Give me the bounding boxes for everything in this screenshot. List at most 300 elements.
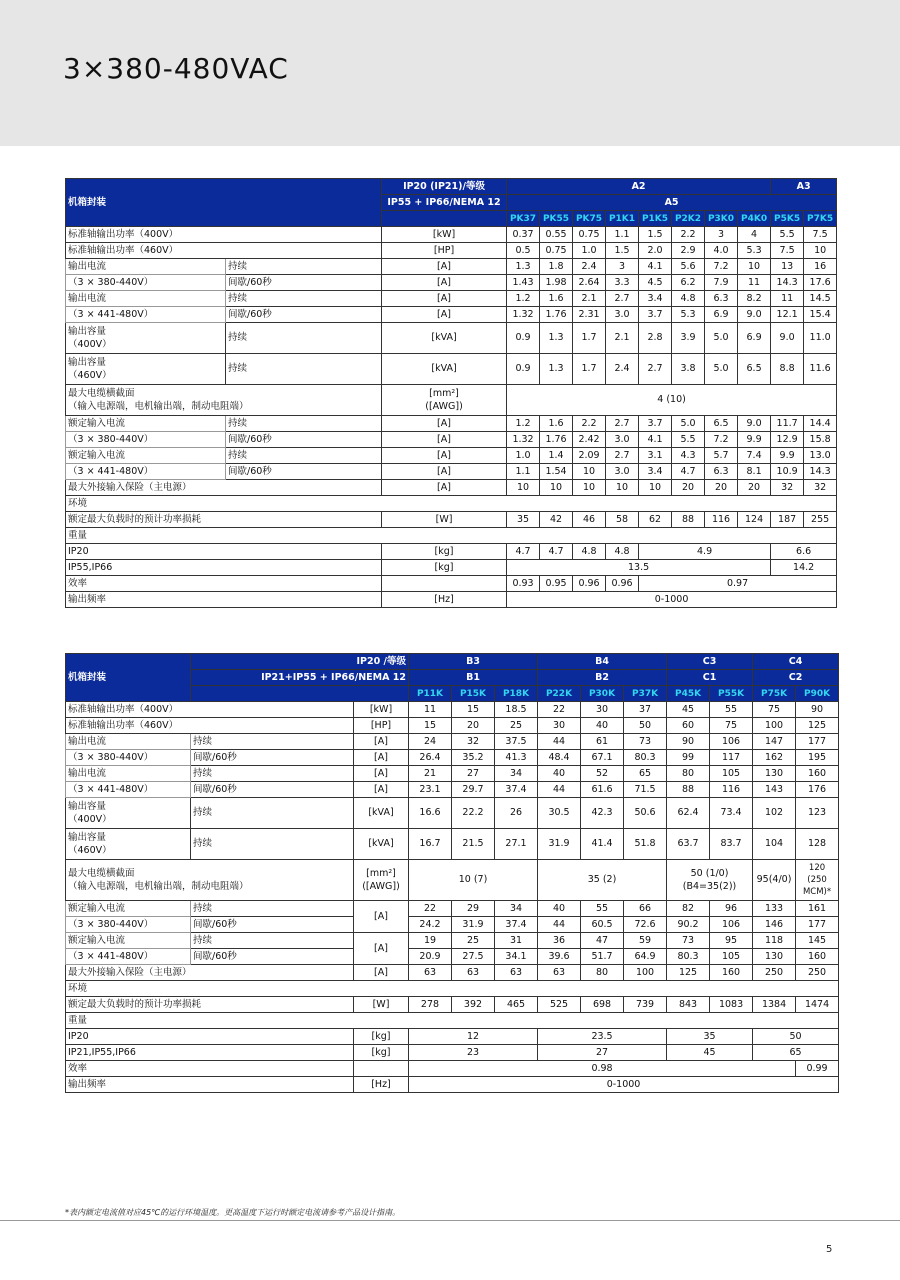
cell: 5.0 bbox=[705, 323, 738, 354]
table-row bbox=[66, 560, 837, 576]
table-row bbox=[66, 323, 837, 354]
cell: 5.0 bbox=[705, 354, 738, 385]
table-row bbox=[66, 432, 837, 448]
cell: 1.43 bbox=[507, 275, 540, 291]
unit: [W] bbox=[382, 512, 507, 528]
ip21-label: IP21+IP55 + IP66/NEMA 12 bbox=[191, 670, 409, 686]
cell: 18.5 bbox=[495, 702, 538, 718]
cell: 63 bbox=[495, 965, 538, 981]
cell: 1474 bbox=[796, 997, 839, 1013]
model-code: P11K bbox=[409, 686, 452, 702]
cell: 116 bbox=[710, 782, 753, 798]
cell: 19 bbox=[409, 933, 452, 949]
cell: 176 bbox=[796, 782, 839, 798]
footer-divider bbox=[0, 1220, 900, 1221]
row-label bbox=[66, 354, 226, 385]
enclosure-label: 机箱封装 bbox=[66, 179, 382, 227]
cell: 160 bbox=[710, 965, 753, 981]
row-label: 额定输入电流 bbox=[66, 416, 226, 432]
table-row bbox=[66, 933, 839, 949]
cell: 4.5 bbox=[639, 275, 672, 291]
row-label: IP55,IP66 bbox=[66, 560, 382, 576]
cell: 17.6 bbox=[804, 275, 837, 291]
enclosure-a2: A2 bbox=[507, 179, 771, 195]
cell: 0.5 bbox=[507, 243, 540, 259]
unit-mm2: [mm²] bbox=[429, 388, 459, 399]
cell: 41.3 bbox=[495, 750, 538, 766]
table-row bbox=[66, 592, 837, 608]
cell: 80 bbox=[667, 766, 710, 782]
cell: 21.5 bbox=[452, 829, 495, 860]
cell: 65 bbox=[624, 766, 667, 782]
cell: 278 bbox=[409, 997, 452, 1013]
cell: 12.1 bbox=[771, 307, 804, 323]
unit: [A] bbox=[382, 291, 507, 307]
cell: 31.9 bbox=[452, 917, 495, 933]
cell: 63 bbox=[452, 965, 495, 981]
cell: 2.7 bbox=[606, 291, 639, 307]
cell: 73.4 bbox=[710, 798, 753, 829]
table-row bbox=[66, 949, 839, 965]
model-code: PK37 bbox=[507, 211, 540, 227]
cell bbox=[796, 860, 839, 901]
cell: 50 bbox=[753, 1029, 839, 1045]
cell: 10 bbox=[573, 464, 606, 480]
cell: 6.5 bbox=[705, 416, 738, 432]
cell: 843 bbox=[667, 997, 710, 1013]
range-label: （3 × 441-480V） bbox=[66, 782, 191, 798]
cell: 15 bbox=[409, 718, 452, 734]
cable-value: (250 bbox=[807, 875, 827, 885]
cell: 1.5 bbox=[639, 227, 672, 243]
row-label: 效率 bbox=[66, 1061, 354, 1077]
section-label: 重量 bbox=[66, 1013, 839, 1029]
cell: 7.2 bbox=[705, 432, 738, 448]
cell: 14.4 bbox=[804, 416, 837, 432]
table-row bbox=[66, 1045, 839, 1061]
table-row bbox=[66, 259, 837, 275]
cell: 83.7 bbox=[710, 829, 753, 860]
row-label: 额定输入电流 bbox=[66, 901, 191, 917]
table-row bbox=[66, 307, 837, 323]
cell: 125 bbox=[667, 965, 710, 981]
table-row bbox=[66, 917, 839, 933]
cell: 15.4 bbox=[804, 307, 837, 323]
cell: 1.7 bbox=[573, 323, 606, 354]
cell: 23.5 bbox=[538, 1029, 667, 1045]
cell: 20 bbox=[738, 480, 771, 496]
cell bbox=[667, 860, 753, 901]
cell: 1.5 bbox=[606, 243, 639, 259]
cell: 124 bbox=[738, 512, 771, 528]
range-label: （3 × 441-480V） bbox=[66, 464, 226, 480]
table-row bbox=[66, 750, 839, 766]
sub-label: 持续 bbox=[226, 448, 382, 464]
capacity-label: 输出容量 bbox=[68, 357, 107, 368]
cell: 1.4 bbox=[540, 448, 573, 464]
cell: 51.8 bbox=[624, 829, 667, 860]
cell: 25 bbox=[495, 718, 538, 734]
table-row bbox=[66, 766, 839, 782]
cell: 11 bbox=[738, 275, 771, 291]
row-label: 输出电流 bbox=[66, 734, 191, 750]
cell: 9.9 bbox=[738, 432, 771, 448]
cell: 63 bbox=[409, 965, 452, 981]
cell: 2.2 bbox=[573, 416, 606, 432]
row-label bbox=[66, 323, 226, 354]
cell: 73 bbox=[624, 734, 667, 750]
cell: 88 bbox=[667, 782, 710, 798]
row-label: 输出电流 bbox=[66, 259, 226, 275]
cable-value: MCM)* bbox=[802, 887, 832, 897]
cell: 30.5 bbox=[538, 798, 581, 829]
table-row bbox=[66, 997, 839, 1013]
cell: 63.7 bbox=[667, 829, 710, 860]
cell: 0.96 bbox=[573, 576, 606, 592]
sub-label: 间歇/60秒 bbox=[226, 307, 382, 323]
cell: 1.54 bbox=[540, 464, 573, 480]
cell: 0.98 bbox=[409, 1061, 796, 1077]
cell: 27 bbox=[538, 1045, 667, 1061]
cell: 46 bbox=[573, 512, 606, 528]
model-code: P22K bbox=[538, 686, 581, 702]
cell: 255 bbox=[804, 512, 837, 528]
cell: 5.7 bbox=[705, 448, 738, 464]
ip55-label: IP55 + IP66/NEMA 12 bbox=[382, 195, 507, 211]
row-label: 额定输入电流 bbox=[66, 933, 191, 949]
cell: 52 bbox=[581, 766, 624, 782]
cell: 3.0 bbox=[606, 307, 639, 323]
cell: 1.2 bbox=[507, 416, 540, 432]
cell: 88 bbox=[672, 512, 705, 528]
table-row bbox=[66, 798, 839, 829]
row-label bbox=[66, 829, 191, 860]
unit: [HP] bbox=[382, 243, 507, 259]
cell: 23.1 bbox=[409, 782, 452, 798]
cell: 161 bbox=[796, 901, 839, 917]
cell: 9.0 bbox=[771, 323, 804, 354]
table-row bbox=[66, 901, 839, 917]
sub-label: 持续 bbox=[191, 766, 354, 782]
range-label: （3 × 380-440V） bbox=[66, 750, 191, 766]
capacity-label: 输出容量 bbox=[68, 801, 107, 812]
row-label: 标准轴输出功率（460V） bbox=[66, 718, 354, 734]
cell: 105 bbox=[710, 949, 753, 965]
cell: 4.1 bbox=[639, 432, 672, 448]
table-row bbox=[66, 1077, 839, 1093]
cell: 8.8 bbox=[771, 354, 804, 385]
cell: 1.32 bbox=[507, 307, 540, 323]
cell: 14.3 bbox=[804, 464, 837, 480]
sub-label: 持续 bbox=[226, 416, 382, 432]
cell: 145 bbox=[796, 933, 839, 949]
cell: 75 bbox=[710, 718, 753, 734]
cell: 11.7 bbox=[771, 416, 804, 432]
capacity-label: 输出容量 bbox=[68, 326, 107, 337]
unit bbox=[354, 1061, 409, 1077]
sub-label: 持续 bbox=[191, 933, 354, 949]
cell: 250 bbox=[753, 965, 796, 981]
cell: 3.4 bbox=[639, 464, 672, 480]
cell: 24 bbox=[409, 734, 452, 750]
cell: 2.8 bbox=[639, 323, 672, 354]
sub-label: 持续 bbox=[226, 291, 382, 307]
table-row bbox=[66, 829, 839, 860]
voltage-label: （460V） bbox=[68, 370, 112, 381]
cell: 22 bbox=[538, 702, 581, 718]
cell: 6.6 bbox=[771, 544, 837, 560]
cell: 0.75 bbox=[573, 227, 606, 243]
cell: 55 bbox=[581, 901, 624, 917]
unit: [A] bbox=[354, 933, 409, 965]
row-label: 标准轴输出功率（400V） bbox=[66, 702, 354, 718]
enclosure-a5: A5 bbox=[507, 195, 837, 211]
sub-label: 间歇/60秒 bbox=[191, 782, 354, 798]
unit: [kW] bbox=[354, 702, 409, 718]
model-code: P15K bbox=[452, 686, 495, 702]
cell: 106 bbox=[710, 734, 753, 750]
sub-label: 间歇/60秒 bbox=[191, 949, 354, 965]
cell: 104 bbox=[753, 829, 796, 860]
table-row bbox=[66, 860, 839, 901]
cell: 4.8 bbox=[672, 291, 705, 307]
unit: [kW] bbox=[382, 227, 507, 243]
cell: 0.9 bbox=[507, 323, 540, 354]
model-code: P18K bbox=[495, 686, 538, 702]
unit: [A] bbox=[382, 259, 507, 275]
cell: 3.8 bbox=[672, 354, 705, 385]
cell: 10 bbox=[804, 243, 837, 259]
cell: 465 bbox=[495, 997, 538, 1013]
cell: 26.4 bbox=[409, 750, 452, 766]
cell: 123 bbox=[796, 798, 839, 829]
table-row bbox=[66, 981, 839, 997]
cell: 3 bbox=[606, 259, 639, 275]
unit: [A] bbox=[382, 416, 507, 432]
cell: 29 bbox=[452, 901, 495, 917]
enclosure-b4: B4 bbox=[538, 654, 667, 670]
cell: 195 bbox=[796, 750, 839, 766]
cell: 11.6 bbox=[804, 354, 837, 385]
cell: 10 bbox=[573, 480, 606, 496]
cell: 80.3 bbox=[667, 949, 710, 965]
enclosure-c3: C3 bbox=[667, 654, 753, 670]
cell: 44 bbox=[538, 917, 581, 933]
cell: 2.64 bbox=[573, 275, 606, 291]
cell: 37 bbox=[624, 702, 667, 718]
model-code: P5K5 bbox=[771, 211, 804, 227]
cell: 525 bbox=[538, 997, 581, 1013]
cell: 99 bbox=[667, 750, 710, 766]
cell: 0-1000 bbox=[409, 1077, 839, 1093]
footnote: *表内额定电流值对应45℃的运行环境温度。更高温度下运行时额定电流请参考产品设计指南。 bbox=[65, 1208, 401, 1217]
unit: [A] bbox=[354, 734, 409, 750]
row-label: IP21,IP55,IP66 bbox=[66, 1045, 354, 1061]
unit-mm2: [mm²] bbox=[366, 868, 396, 879]
table-row bbox=[66, 480, 837, 496]
enclosure-c2: C2 bbox=[753, 670, 839, 686]
cell: 4.1 bbox=[639, 259, 672, 275]
cell: 4.7 bbox=[540, 544, 573, 560]
cell: 1.6 bbox=[540, 291, 573, 307]
cell: 61 bbox=[581, 734, 624, 750]
unit: [HP] bbox=[354, 718, 409, 734]
cell: 39.6 bbox=[538, 949, 581, 965]
row-label bbox=[66, 798, 191, 829]
cell: 14.3 bbox=[771, 275, 804, 291]
cell: 44 bbox=[538, 734, 581, 750]
table-row bbox=[66, 464, 837, 480]
cell: 2.09 bbox=[573, 448, 606, 464]
cell: 10 bbox=[507, 480, 540, 496]
sub-label: 持续 bbox=[191, 829, 354, 860]
unit-awg: ([AWG]) bbox=[425, 401, 463, 412]
unit bbox=[354, 860, 409, 901]
cell: 30 bbox=[581, 702, 624, 718]
range-label: （3 × 441-480V） bbox=[66, 949, 191, 965]
cell: 12.9 bbox=[771, 432, 804, 448]
row-label: 额定输入电流 bbox=[66, 448, 226, 464]
cell: 90 bbox=[796, 702, 839, 718]
section-label: 重量 bbox=[66, 528, 837, 544]
cell: 40 bbox=[538, 766, 581, 782]
table-row bbox=[66, 512, 837, 528]
cell: 32 bbox=[771, 480, 804, 496]
cell: 1384 bbox=[753, 997, 796, 1013]
row-label: 最大外接输入保险（主电源） bbox=[66, 480, 382, 496]
cell: 0.97 bbox=[639, 576, 837, 592]
row-label bbox=[66, 860, 354, 901]
cell: 3.0 bbox=[606, 432, 639, 448]
unit: [W] bbox=[354, 997, 409, 1013]
cell: 698 bbox=[581, 997, 624, 1013]
cell: 75 bbox=[753, 702, 796, 718]
cell: 3 bbox=[705, 227, 738, 243]
cell: 6.5 bbox=[738, 354, 771, 385]
cell: 143 bbox=[753, 782, 796, 798]
model-code: P55K bbox=[710, 686, 753, 702]
cell: 3.3 bbox=[606, 275, 639, 291]
model-code: P1K5 bbox=[639, 211, 672, 227]
range-label: （3 × 380-440V） bbox=[66, 432, 226, 448]
cable-detail: （输入电源端，电机输出端，制动电阻端） bbox=[68, 401, 249, 412]
cell: 4.8 bbox=[573, 544, 606, 560]
table-row bbox=[66, 1061, 839, 1077]
table-row bbox=[66, 227, 837, 243]
cable-label: 最大电缆横截面 bbox=[68, 388, 135, 399]
cell: 2.42 bbox=[573, 432, 606, 448]
cell: 1.3 bbox=[507, 259, 540, 275]
cell: 0-1000 bbox=[507, 592, 837, 608]
cell: 64.9 bbox=[624, 949, 667, 965]
unit: [A] bbox=[354, 782, 409, 798]
cell: 40 bbox=[581, 718, 624, 734]
cell: 11 bbox=[409, 702, 452, 718]
range-label: （3 × 380-440V） bbox=[66, 275, 226, 291]
cell: 7.5 bbox=[804, 227, 837, 243]
table-row bbox=[66, 448, 837, 464]
cell: 162 bbox=[753, 750, 796, 766]
cell: 2.4 bbox=[573, 259, 606, 275]
cell: 1.76 bbox=[540, 432, 573, 448]
cell: 3.0 bbox=[606, 464, 639, 480]
cell: 5.5 bbox=[771, 227, 804, 243]
ip20-label: IP20 /等级 bbox=[191, 654, 409, 670]
cell: 31.9 bbox=[538, 829, 581, 860]
unit: [kg] bbox=[354, 1045, 409, 1061]
table-row bbox=[66, 576, 837, 592]
unit: [A] bbox=[354, 766, 409, 782]
cell: 14.2 bbox=[771, 560, 837, 576]
cell: 118 bbox=[753, 933, 796, 949]
cell: 2.2 bbox=[672, 227, 705, 243]
table-row bbox=[66, 1013, 839, 1029]
cell: 5.0 bbox=[672, 416, 705, 432]
table-row bbox=[66, 496, 837, 512]
cell: 2.1 bbox=[573, 291, 606, 307]
cell: 2.7 bbox=[639, 354, 672, 385]
cell: 15 bbox=[452, 702, 495, 718]
cell: 24.2 bbox=[409, 917, 452, 933]
cell: 1.1 bbox=[606, 227, 639, 243]
cell: 7.5 bbox=[771, 243, 804, 259]
model-code: P3K0 bbox=[705, 211, 738, 227]
cell: 10 (7) bbox=[409, 860, 538, 901]
enclosure-b1: B1 bbox=[409, 670, 538, 686]
cell: 35 bbox=[507, 512, 540, 528]
unit: [A] bbox=[382, 275, 507, 291]
cell: 66 bbox=[624, 901, 667, 917]
cell: 0.93 bbox=[507, 576, 540, 592]
spec-table-a bbox=[65, 178, 837, 608]
cell: 40 bbox=[538, 901, 581, 917]
cell: 60.5 bbox=[581, 917, 624, 933]
page-title: 3×380-480VAC bbox=[63, 52, 289, 85]
page-number: 5 bbox=[826, 1244, 833, 1255]
cell: 60 bbox=[667, 718, 710, 734]
cell: 21 bbox=[409, 766, 452, 782]
cell: 80 bbox=[581, 965, 624, 981]
cell: 7.4 bbox=[738, 448, 771, 464]
enclosure-b3: B3 bbox=[409, 654, 538, 670]
cell: 8.2 bbox=[738, 291, 771, 307]
cell: 47 bbox=[581, 933, 624, 949]
sub-label: 持续 bbox=[191, 798, 354, 829]
row-label: 输出电流 bbox=[66, 291, 226, 307]
cell: 4.8 bbox=[606, 544, 639, 560]
cell: 65 bbox=[753, 1045, 839, 1061]
cell: 117 bbox=[710, 750, 753, 766]
enclosure-c1: C1 bbox=[667, 670, 753, 686]
cell: 0.55 bbox=[540, 227, 573, 243]
cell: 63 bbox=[538, 965, 581, 981]
cell: 4.7 bbox=[507, 544, 540, 560]
ip20-label: IP20 (IP21)/等级 bbox=[382, 179, 507, 195]
row-label: IP20 bbox=[66, 544, 382, 560]
cell: 7.9 bbox=[705, 275, 738, 291]
cell: 41.4 bbox=[581, 829, 624, 860]
cell: 9.0 bbox=[738, 307, 771, 323]
cell: 59 bbox=[624, 933, 667, 949]
cell: 4.0 bbox=[705, 243, 738, 259]
unit: [A] bbox=[354, 750, 409, 766]
cell: 13 bbox=[771, 259, 804, 275]
cell: 45 bbox=[667, 1045, 753, 1061]
cell: 392 bbox=[452, 997, 495, 1013]
cell: 27.1 bbox=[495, 829, 538, 860]
cell: 1.6 bbox=[540, 416, 573, 432]
cell: 2.4 bbox=[606, 354, 639, 385]
